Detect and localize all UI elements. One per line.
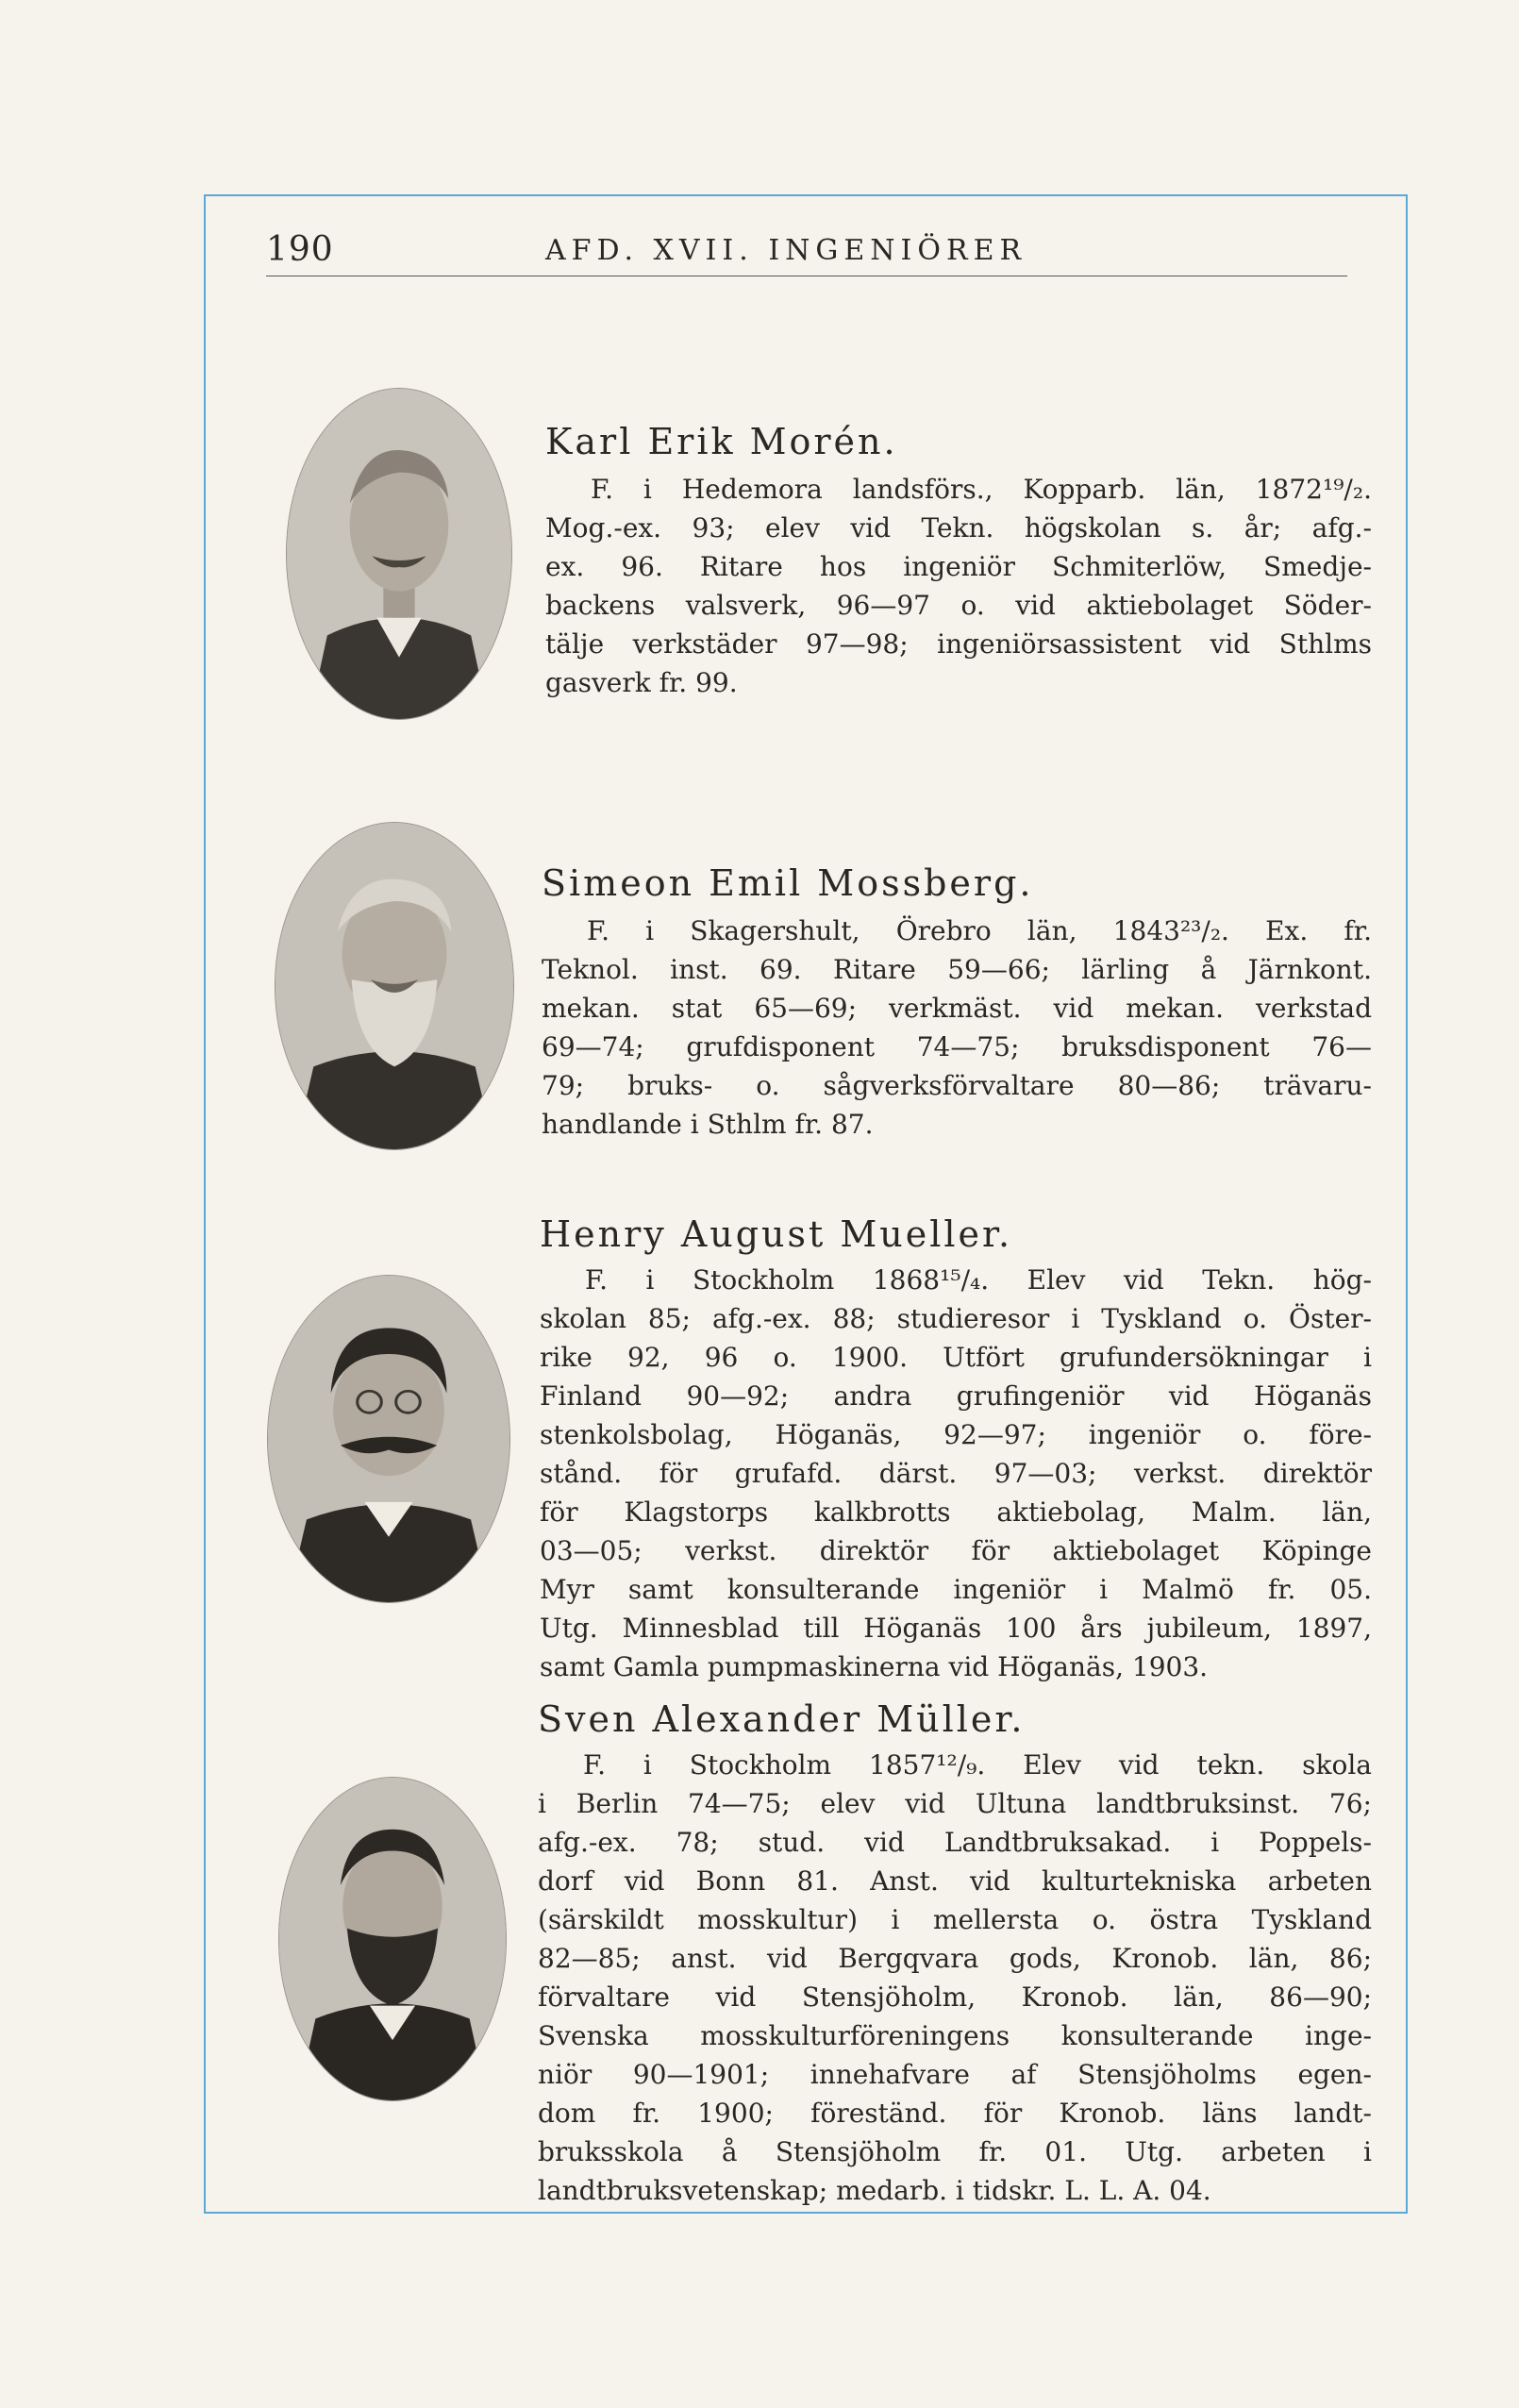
- bio-line: 03—05; verkst. direktör för aktiebolaget Köpinge: [540, 1535, 1372, 1566]
- bio-line: i Berlin 74—75; elev vid Ultuna landtbruksinst. 76;: [538, 1788, 1372, 1819]
- portrait-photo: [279, 1778, 506, 2100]
- bio-line: dom fr. 1900; föreständ. för Kronob. läns landt-: [538, 2098, 1372, 2129]
- bio-line: niör 90—1901; innehafvare af Stensjöholms egen-: [538, 2059, 1372, 2090]
- portrait-photo: [287, 389, 511, 719]
- bio-line: rike 92, 96 o. 1900. Utfört grufundersökningar i: [540, 1342, 1372, 1373]
- page-header: [266, 230, 1347, 276]
- biography: [545, 470, 1372, 702]
- bio-line: F. i Hedemora landsförs., Kopparb. län, 1872¹⁹/₂.: [591, 474, 1372, 505]
- bio-line: F. i Stockholm 1868¹⁵/₄. Elev vid Tekn. hög-: [585, 1264, 1372, 1296]
- bio-line: stenkolsbolag, Höganäs, 92—97; ingeniör o. före-: [540, 1419, 1372, 1450]
- bio-line: Myr samt konsulterande ingeniör i Malmö fr. 05.: [540, 1574, 1372, 1605]
- person-name: Karl Erik Morén.: [545, 421, 898, 462]
- bio-line: Utg. Minnesblad till Höganäs 100 års jubileum, 1897,: [540, 1613, 1372, 1644]
- bio-line: handlande i Sthlm fr. 87.: [542, 1109, 874, 1140]
- bio-line: samt Gamla pumpmaskinerna vid Höganäs, 1903.: [540, 1651, 1209, 1682]
- person-name: Henry August Mueller.: [540, 1213, 1013, 1255]
- bio-line: dorf vid Bonn 81. Anst. vid kulturtekniska arbeten: [538, 1865, 1372, 1897]
- section-title: AFD. XVII. INGENIÖRER: [545, 234, 1027, 267]
- bio-line: F. i Skagershult, Örebro län, 1843²³/₂. Ex. fr.: [587, 915, 1372, 946]
- bio-line: för Klagstorps kalkbrotts aktiebolag, Malm. län,: [540, 1497, 1372, 1528]
- biography: [538, 1746, 1372, 2210]
- portrait-photo: [268, 1276, 509, 1602]
- bio-line: afg.-ex. 78; stud. vid Landtbruksakad. i Poppels-: [538, 1827, 1372, 1858]
- bio-line: backens valsverk, 96—97 o. vid aktiebolaget Söder-: [545, 590, 1372, 621]
- bio-line: 69—74; grufdisponent 74—75; bruksdisponent 76—: [542, 1031, 1372, 1062]
- bio-line: landtbruksvetenskap; medarb. i tidskr. L. L. A. 04.: [538, 2175, 1211, 2206]
- page-number: 190: [266, 230, 334, 269]
- biography: [540, 1261, 1372, 1686]
- bio-line: förvaltare vid Stensjöholm, Kronob. län, 86—90;: [538, 1982, 1372, 2013]
- bio-line: 82—85; anst. vid Bergqvara gods, Kronob. län, 86;: [538, 1943, 1372, 1974]
- bio-line: Svenska mosskulturföreningens konsulterande inge-: [538, 2020, 1372, 2051]
- bio-line: tälje verkstäder 97—98; ingeniörsassistent vid Sthlms: [545, 628, 1372, 660]
- bio-line: bruksskola å Stensjöholm fr. 01. Utg. arbeten i: [538, 2136, 1372, 2167]
- bio-line: F. i Stockholm 1857¹²/₉. Elev vid tekn. skola: [583, 1749, 1372, 1781]
- bio-line: ex. 96. Ritare hos ingeniör Schmiterlöw, Smedje-: [545, 551, 1372, 582]
- portrait-photo: [275, 823, 513, 1149]
- bio-line: Mog.-ex. 93; elev vid Tekn. högskolan s. år; afg.-: [545, 512, 1372, 543]
- bio-line: gasverk fr. 99.: [545, 667, 738, 698]
- bio-line: skolan 85; afg.-ex. 88; studieresor i Tyskland o. Öster-: [540, 1303, 1372, 1334]
- bio-line: stånd. för grufafd. därst. 97—03; verkst. direktör: [540, 1458, 1372, 1489]
- bio-line: (särskildt mosskultur) i mellersta o. östra Tyskland: [538, 1904, 1372, 1935]
- bio-line: 79; bruks- o. sågverksförvaltare 80—86; trävaru-: [542, 1070, 1372, 1101]
- person-name: Simeon Emil Mossberg.: [542, 862, 1034, 904]
- bio-line: Finland 90—92; andra grufingeniör vid Höganäs: [540, 1380, 1372, 1412]
- bio-line: mekan. stat 65—69; verkmäst. vid mekan. verkstad: [542, 993, 1372, 1024]
- bio-line: Teknol. inst. 69. Ritare 59—66; lärling å Järnkont.: [542, 954, 1372, 985]
- biography: [542, 911, 1372, 1144]
- person-name: Sven Alexander Müller.: [538, 1698, 1026, 1740]
